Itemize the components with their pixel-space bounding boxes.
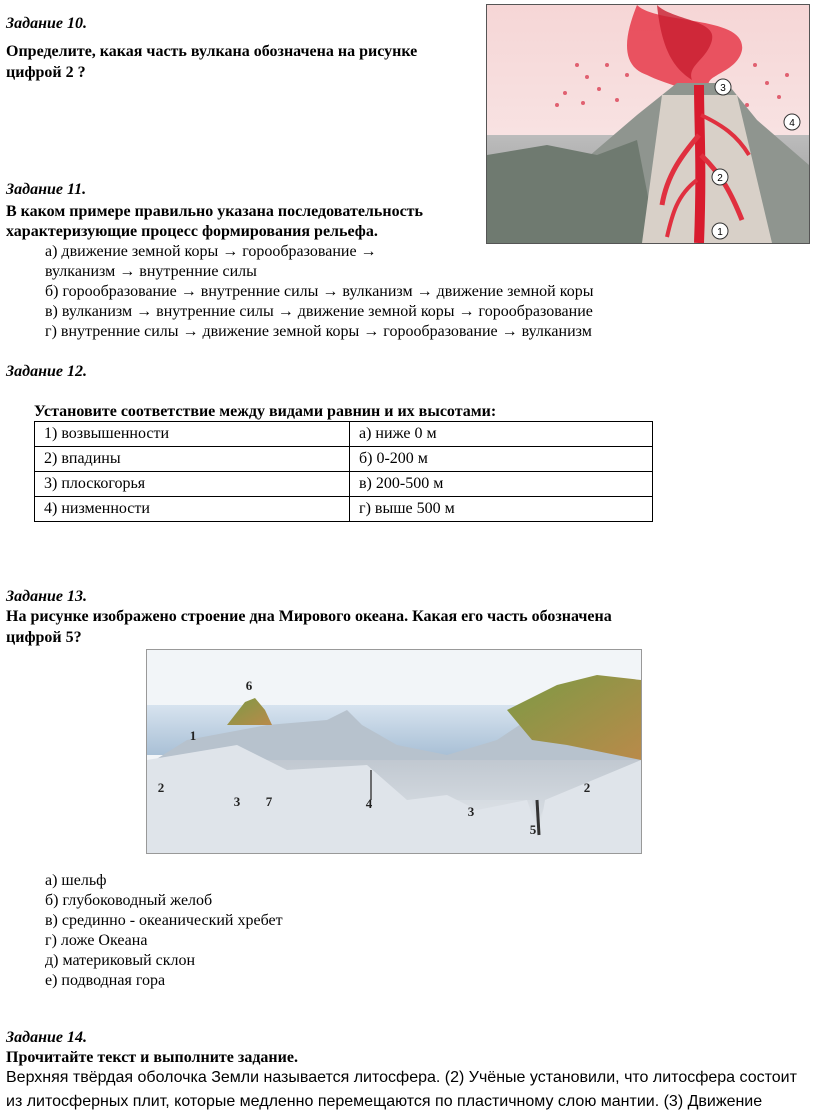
table-row [35, 422, 653, 447]
task11-option-a: а) движение земной коры → горообразование → [45, 243, 377, 260]
table-cell: б) 0-200 м [350, 447, 653, 472]
task13-question-line1: На рисунке изображено строение дна Мирового океана. Какая его часть обозначена [6, 608, 612, 625]
table-cell: а) ниже 0 м [350, 422, 653, 447]
task11-option-g: г) внутренние силы → движение земной коры → горообразование → вулканизм [45, 323, 592, 340]
ocean-label-6: 6 [245, 678, 253, 693]
task13-option-a: а) шельф [45, 872, 107, 889]
ocean-label-1: 1 [189, 728, 197, 743]
task11-question-line2: характеризующие процесс формирования рельефа. [6, 223, 378, 240]
ocean-label-2-left: 2 [157, 780, 165, 795]
ocean-label-3-right: 3 [467, 804, 475, 819]
task13-question-line2: цифрой 5? [6, 629, 82, 646]
table-row [35, 497, 653, 522]
task14-text-line1: Верхняя твёрдая оболочка Земли называется литосфера. (2) Учёные установили, что литосфера состоит [6, 1069, 797, 1086]
task13-option-d: д) материковый склон [45, 952, 196, 969]
task10-question-line2: цифрой 2 ? [6, 64, 86, 81]
task11-option-v: в) вулканизм → внутренние силы → движение земной коры → горообразование [45, 303, 593, 320]
table-cell: 3) плоскогорья [35, 472, 350, 497]
task13-option-v: в) срединно - океанический хребет [45, 912, 283, 929]
ocean-label-5: 5 [529, 822, 537, 837]
table-cell: г) выше 500 м [350, 497, 653, 522]
volcano-label-2: 2 [717, 173, 723, 184]
table-row [35, 472, 653, 497]
table-cell: в) 200-500 м [350, 472, 653, 497]
table-cell: 2) впадины [35, 447, 350, 472]
volcano-label-4: 4 [789, 118, 795, 129]
task11-title: Задание 11. [6, 181, 87, 198]
volcano-label-1: 1 [717, 227, 723, 238]
ocean-label-4: 4 [365, 796, 373, 811]
ocean-floor-figure [146, 649, 642, 854]
task13-title: Задание 13. [6, 588, 87, 605]
task13-option-g: г) ложе Океана [45, 932, 148, 949]
task13-option-e: е) подводная гора [45, 972, 166, 989]
task14-text-line2: из литосферных плит, которые медленно перемещаются по пластичному слою мантии. (3) Движение [6, 1093, 763, 1110]
heights-match-table [34, 421, 653, 522]
task11-option-b: б) горообразование → внутренние силы → вулканизм → движение земной коры [45, 283, 594, 300]
task11-question-line1: В каком примере правильно указана последовательность [6, 203, 423, 220]
task14-instruction: Прочитайте текст и выполните задание. [6, 1049, 298, 1066]
table-cell: 1) возвышенности [35, 422, 350, 447]
task11-option-a-cont: вулканизм → внутренние силы [45, 263, 257, 280]
task13-option-b: б) глубоководный желоб [45, 892, 213, 909]
ocean-floor-illustration [147, 650, 641, 853]
volcano-illustration [487, 5, 809, 243]
table-row [35, 447, 653, 472]
task12-instruction: Установите соответствие между видами равнин и их высотами: [34, 403, 497, 420]
table-cell: 4) низменности [35, 497, 350, 522]
task10-title: Задание 10. [6, 15, 87, 32]
task12-title: Задание 12. [6, 363, 87, 380]
ocean-label-3-left: 3 [233, 794, 241, 809]
task10-question-line1: Определите, какая часть вулкана обозначена на рисунке [6, 43, 418, 60]
task14-title: Задание 14. [6, 1029, 87, 1046]
volcano-figure [486, 4, 810, 244]
volcano-label-3: 3 [720, 83, 726, 94]
ocean-label-2-right: 2 [583, 780, 591, 795]
ocean-label-7: 7 [265, 794, 273, 809]
